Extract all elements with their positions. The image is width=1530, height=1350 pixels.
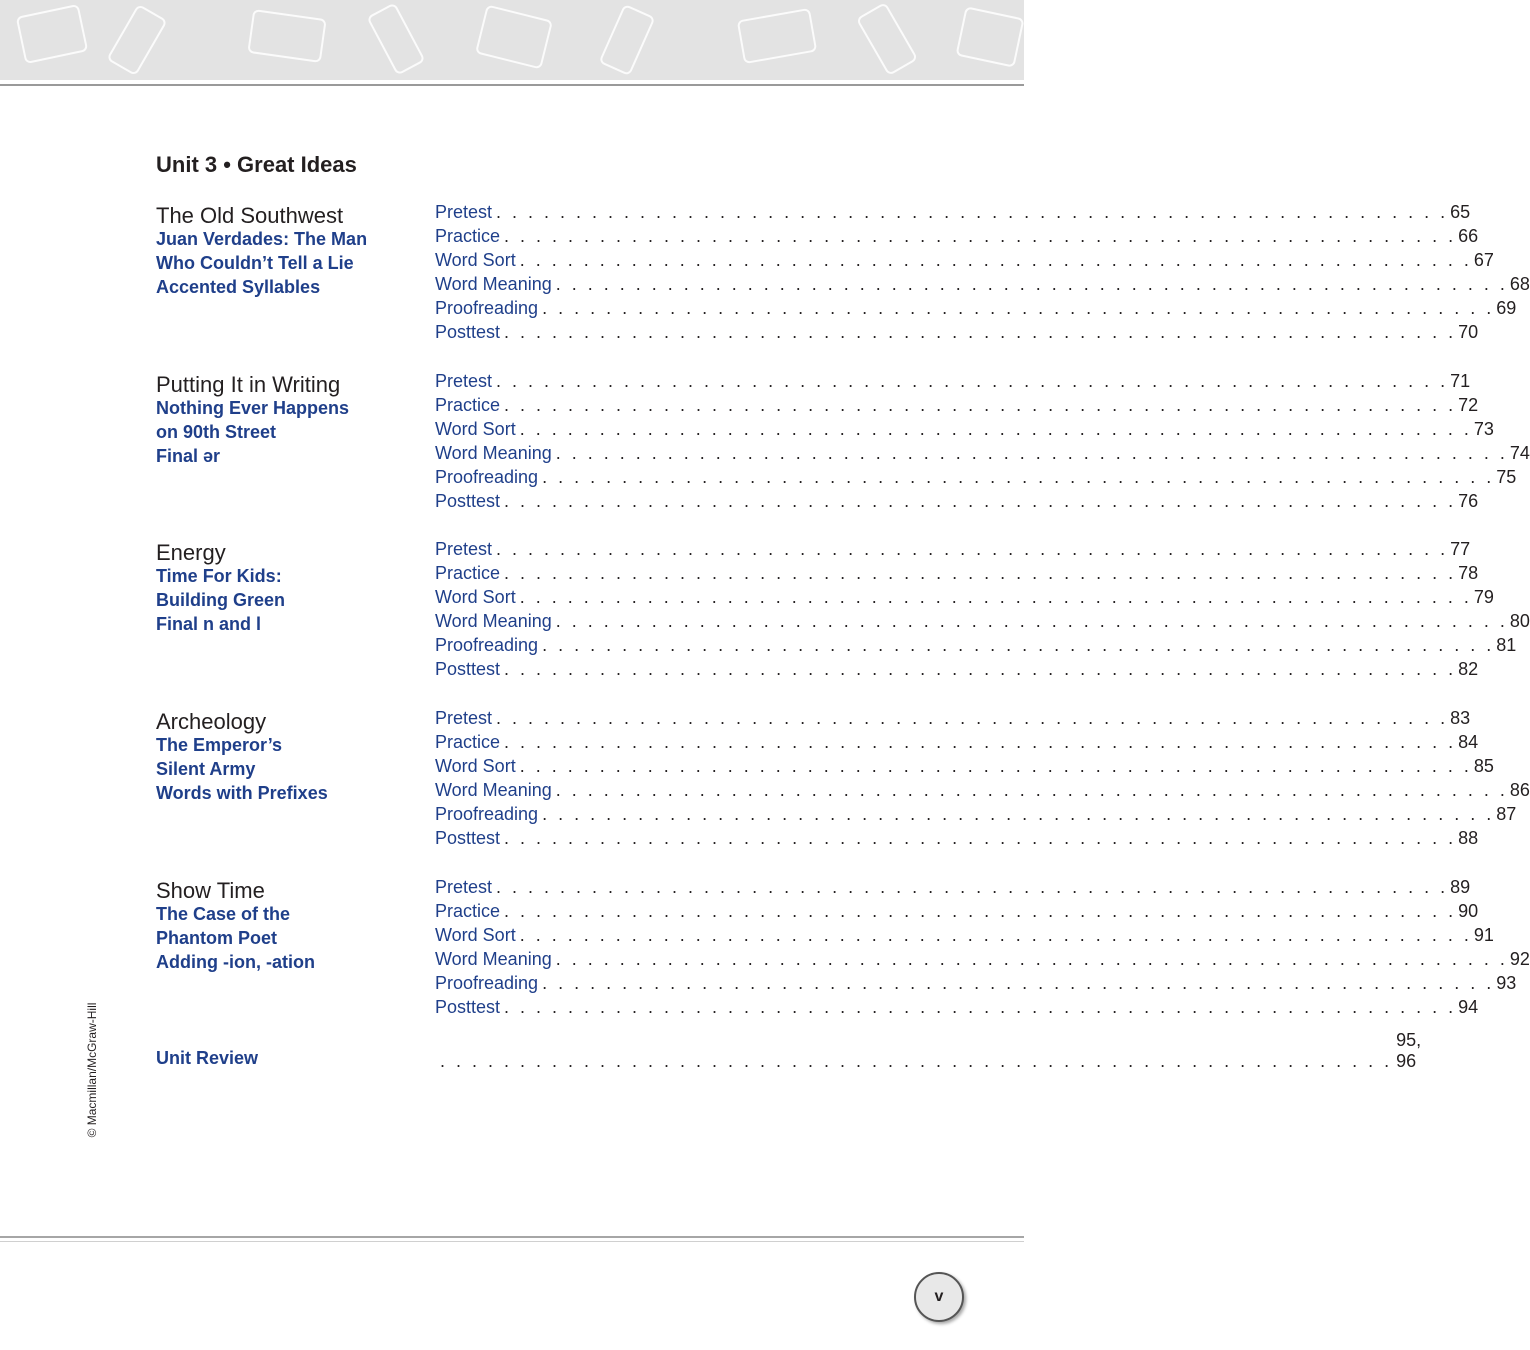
entry-label: Proofreading	[435, 635, 539, 655]
entry-page-number: 71	[1450, 371, 1471, 391]
toc-entry[interactable]	[435, 705, 1471, 729]
leader-dots: . . . . . . . . . . . . . . . . . . . . . . . . . . . . . . . . . . . . . . . . . . . . . . . . . . . . . . . . . . . .	[504, 395, 1457, 415]
leader-dots: . . . . . . . . . . . . . . . . . . . . . . . . . . . . . . . . . . . . . . . . . . . . . . . . . . . . . . . . . . . .	[542, 467, 1495, 487]
book-doodle-icon	[247, 9, 326, 63]
entry-page-number: 83	[1450, 708, 1471, 728]
leader-dots: . . . . . . . . . . . . . . . . . . . . . . . . . . . . . . . . . . . . . . . . . . . . . . . . . . . . . . . . . . . .	[504, 828, 1457, 848]
leader-dots: . . . . . . . . . . . . . . . . . . . . . . . . . . . . . . . . . . . . . . . . . . . . . . . . . . . . . . . . . . . .	[519, 756, 1472, 776]
toc-entry[interactable]	[435, 223, 1479, 247]
entry-label: Word Meaning	[435, 949, 552, 969]
entry-label: Pretest	[435, 202, 493, 222]
toc-entry[interactable]	[435, 874, 1471, 898]
toc-entry[interactable]	[435, 922, 1494, 946]
unit-heading: Unit 3 • Great Ideas	[156, 152, 357, 177]
entry-label: Pretest	[435, 371, 493, 391]
entry-label: Practice	[435, 395, 501, 415]
toc-entry[interactable]	[435, 994, 1479, 1018]
leader-dots: . . . . . . . . . . . . . . . . . . . . . . . . . . . . . . . . . . . . . . . . . . . . . . . . . . . . . . . . . . . .	[542, 635, 1495, 655]
selection-subtitle: Juan Verdades: The Man	[156, 229, 368, 249]
section-title: Energy	[156, 540, 226, 565]
entry-label: Pretest	[435, 877, 493, 897]
book-doodle-icon	[737, 8, 818, 64]
toc-entry[interactable]	[435, 656, 1479, 680]
entry-page-number: 87	[1496, 804, 1517, 824]
toc-entry[interactable]	[435, 319, 1479, 343]
toc-entry[interactable]	[435, 970, 1517, 994]
entry-label: Practice	[435, 226, 501, 246]
entry-label: Proofreading	[435, 804, 539, 824]
entry-page-number: 84	[1458, 732, 1479, 752]
toc-entry[interactable]	[435, 753, 1494, 777]
entry-label: Word Sort	[435, 925, 516, 945]
entry-label: Proofreading	[435, 298, 539, 318]
section-title: Show Time	[156, 878, 265, 903]
entry-label: Word Meaning	[435, 274, 552, 294]
selection-subtitle: Adding -ion, -ation	[156, 952, 315, 972]
notebook-doodle-icon	[16, 4, 89, 64]
leader-dots: . . . . . . . . . . . . . . . . . . . . . . . . . . . . . . . . . . . . . . . . . . . . . . . . . . . . . . . . . . . .	[504, 491, 1457, 511]
leader-dots: . . . . . . . . . . . . . . . . . . . . . . . . . . . . . . . . . . . . . . . . . . . . . . . . . . . . . . . . . . . .	[504, 659, 1457, 679]
leader-dots: . . . . . . . . . . . . . . . . . . . . . . . . . . . . . . . . . . . . . . . . . . . . . . . . . . . . . . . . . . . .	[519, 925, 1472, 945]
entry-page-number: 88	[1458, 828, 1479, 848]
leader-dots: . . . . . . . . . . . . . . . . . . . . . . . . . . . . . . . . . . . . . . . . . . . . . . . . . . . . . . . . . . . .	[519, 419, 1472, 439]
toc-entry[interactable]	[435, 199, 1471, 223]
selection-subtitle: Building Green	[156, 590, 286, 610]
unit-review-page: 95, 96	[1396, 1030, 1422, 1071]
entry-label: Pretest	[435, 708, 493, 728]
banner-divider	[0, 84, 1024, 86]
toc-entry[interactable]	[435, 632, 1517, 656]
selection-subtitle: Nothing Ever Happens	[156, 398, 350, 418]
toc-entry[interactable]	[435, 464, 1517, 488]
entry-page-number: 66	[1458, 226, 1479, 246]
entry-page-number: 74	[1509, 443, 1530, 463]
leader-dots: . . . . . . . . . . . . . . . . . . . . . . . . . . . . . . . . . . . . . . . . . . . . . . . . . . . . . . . . . . . .	[496, 539, 1449, 559]
toc-entry[interactable]	[435, 946, 1530, 970]
leader-dots: . . . . . . . . . . . . . . . . . . . . . . . . . . . . . . . . . . . . . . . . . . . . . . . . . . . . . . . . . . . .	[555, 443, 1508, 463]
leader-dots: . . . . . . . . . . . . . . . . . . . . . . . . . . . . . . . . . . . . . . . . . . . . . . . . . . . . . . . . . . . .	[504, 732, 1457, 752]
selection-subtitle: Phantom Poet	[156, 928, 278, 948]
leader-dots: . . . . . . . . . . . . . . . . . . . . . . . . . . . . . . . . . . . . . . . . . . . . . . . . . . . . . . . . . . . .	[504, 997, 1457, 1017]
entry-page-number: 91	[1473, 925, 1494, 945]
entry-label: Word Meaning	[435, 780, 552, 800]
entry-page-number: 82	[1458, 659, 1479, 679]
copyright-notice: © Macmillan/McGraw-Hill	[85, 1002, 99, 1138]
toc-entry[interactable]	[435, 295, 1517, 319]
selection-subtitle: Accented Syllables	[156, 277, 321, 297]
decorative-banner	[0, 0, 1024, 80]
bottom-divider	[0, 1236, 1024, 1238]
selection-subtitle: Words with Prefixes	[156, 783, 328, 803]
toc-entry[interactable]	[435, 392, 1479, 416]
toc-entry[interactable]	[435, 271, 1530, 295]
entry-label: Word Sort	[435, 250, 516, 270]
selection-subtitle: Who Couldn’t Tell a Lie	[156, 253, 354, 273]
leader-dots: . . . . . . . . . . . . . . . . . . . . . . . . . . . . . . . . . . . . . . . . . . . . . . . . . . . . . . . . . . . .	[496, 202, 1449, 222]
toc-entry[interactable]	[435, 898, 1479, 922]
leader-dots: . . . . . . . . . . . . . . . . . . . . . . . . . . . . . . . . . . . . . . . . . . . . . . . . . . . . . . . . . . . .	[504, 563, 1457, 583]
entry-label: Practice	[435, 901, 501, 921]
entry-page-number: 72	[1458, 395, 1479, 415]
section-title: Putting It in Writing	[156, 372, 341, 397]
selection-subtitle: The Emperor’s	[156, 735, 283, 755]
leader-dots: . . . . . . . . . . . . . . . . . . . . . . . . . . . . . . . . . . . . . . . . . . . . . . . . . . . . . . . . . . . .	[504, 901, 1457, 921]
leader-dots: . . . . . . . . . . . . . . . . . . . . . . . . . . . . . . . . . . . . . . . . . . . . . . . . . . . . . . . . . . . .	[555, 274, 1508, 294]
toc-entry[interactable]	[435, 368, 1471, 392]
entry-label: Proofreading	[435, 467, 539, 487]
toc-entry[interactable]	[435, 440, 1530, 464]
entry-label: Practice	[435, 732, 501, 752]
leader-dots: . . . . . . . . . . . . . . . . . . . . . . . . . . . . . . . . . . . . . . . . . . . . . . . . . . . . . . . . . . . .	[504, 226, 1457, 246]
entry-label: Word Sort	[435, 587, 516, 607]
bottom-divider-thin	[0, 1241, 1024, 1242]
leader-dots: . . . . . . . . . . . . . . . . . . . . . . . . . . . . . . . . . . . . . . . . . . . . . . . . . . . . . . . . . . . .	[440, 1051, 1393, 1071]
entry-page-number: 70	[1458, 322, 1479, 342]
notebook-doodle-icon	[475, 5, 553, 70]
entry-page-number: 81	[1496, 635, 1517, 655]
pencil-doodle-icon	[106, 4, 167, 76]
entry-page-number: 68	[1509, 274, 1530, 294]
selection-subtitle: Final n and l	[156, 614, 262, 634]
entry-label: Word Sort	[435, 756, 516, 776]
section-title: Archeology	[156, 709, 267, 734]
entry-page-number: 77	[1450, 539, 1471, 559]
toc-entry[interactable]	[435, 801, 1517, 825]
leader-dots: . . . . . . . . . . . . . . . . . . . . . . . . . . . . . . . . . . . . . . . . . . . . . . . . . . . . . . . . . . . .	[555, 611, 1508, 631]
toc-entry[interactable]	[435, 608, 1530, 632]
entry-label: Proofreading	[435, 973, 539, 993]
entry-page-number: 85	[1473, 756, 1494, 776]
entry-label: Word Sort	[435, 419, 516, 439]
entry-page-number: 93	[1496, 973, 1517, 993]
entry-page-number: 78	[1458, 563, 1479, 583]
entry-page-number: 67	[1473, 250, 1494, 270]
leader-dots: . . . . . . . . . . . . . . . . . . . . . . . . . . . . . . . . . . . . . . . . . . . . . . . . . . . . . . . . . . . .	[496, 371, 1449, 391]
entry-label: Pretest	[435, 539, 493, 559]
pencil-doodle-icon	[366, 2, 425, 75]
leader-dots: . . . . . . . . . . . . . . . . . . . . . . . . . . . . . . . . . . . . . . . . . . . . . . . . . . . . . . . . . . . .	[519, 587, 1472, 607]
selection-subtitle: on 90th Street	[156, 422, 277, 442]
toc-entry[interactable]	[435, 825, 1479, 849]
entry-page-number: 89	[1450, 877, 1471, 897]
entry-page-number: 90	[1458, 901, 1479, 921]
leader-dots: . . . . . . . . . . . . . . . . . . . . . . . . . . . . . . . . . . . . . . . . . . . . . . . . . . . . . . . . . . . .	[555, 949, 1508, 969]
leader-dots: . . . . . . . . . . . . . . . . . . . . . . . . . . . . . . . . . . . . . . . . . . . . . . . . . . . . . . . . . . . .	[496, 708, 1449, 728]
page-number-badge: v	[914, 1272, 964, 1322]
entry-label: Posttest	[435, 322, 501, 342]
entry-page-number: 75	[1496, 467, 1517, 487]
entry-label: Posttest	[435, 828, 501, 848]
unit-review-entry[interactable]	[440, 1030, 1422, 1072]
leader-dots: . . . . . . . . . . . . . . . . . . . . . . . . . . . . . . . . . . . . . . . . . . . . . . . . . . . . . . . . . . . .	[504, 322, 1457, 342]
unit-review-label: Unit Review	[156, 1048, 259, 1068]
selection-subtitle: Final ər	[156, 446, 221, 466]
leader-dots: . . . . . . . . . . . . . . . . . . . . . . . . . . . . . . . . . . . . . . . . . . . . . . . . . . . . . . . . . . . .	[542, 804, 1495, 824]
entry-page-number: 76	[1458, 491, 1479, 511]
leader-dots: . . . . . . . . . . . . . . . . . . . . . . . . . . . . . . . . . . . . . . . . . . . . . . . . . . . . . . . . . . . .	[496, 877, 1449, 897]
leader-dots: . . . . . . . . . . . . . . . . . . . . . . . . . . . . . . . . . . . . . . . . . . . . . . . . . . . . . . . . . . . .	[519, 250, 1472, 270]
leader-dots: . . . . . . . . . . . . . . . . . . . . . . . . . . . . . . . . . . . . . . . . . . . . . . . . . . . . . . . . . . . .	[555, 780, 1508, 800]
leader-dots: . . . . . . . . . . . . . . . . . . . . . . . . . . . . . . . . . . . . . . . . . . . . . . . . . . . . . . . . . . . .	[542, 298, 1495, 318]
leader-dots: . . . . . . . . . . . . . . . . . . . . . . . . . . . . . . . . . . . . . . . . . . . . . . . . . . . . . . . . . . . .	[542, 973, 1495, 993]
toc-entry[interactable]	[435, 247, 1494, 271]
entry-page-number: 92	[1509, 949, 1530, 969]
toc-entry[interactable]	[435, 536, 1471, 560]
entry-label: Practice	[435, 563, 501, 583]
entry-label: Posttest	[435, 997, 501, 1017]
entry-page-number: 80	[1509, 611, 1530, 631]
entry-label: Word Meaning	[435, 611, 552, 631]
pencil-doodle-icon	[598, 4, 655, 76]
entry-page-number: 94	[1458, 997, 1479, 1017]
toc-entry[interactable]	[435, 560, 1479, 584]
toc-entry[interactable]	[435, 777, 1530, 801]
entry-label: Word Meaning	[435, 443, 552, 463]
entry-label: Posttest	[435, 659, 501, 679]
selection-subtitle: The Case of the	[156, 904, 291, 924]
entry-page-number: 65	[1450, 202, 1471, 222]
selection-subtitle: Silent Army	[156, 759, 256, 779]
pencil-doodle-icon	[856, 2, 918, 76]
selection-subtitle: Time For Kids:	[156, 566, 282, 586]
toc-entry[interactable]	[435, 488, 1479, 512]
toc-entry[interactable]	[435, 584, 1494, 608]
entry-label: Posttest	[435, 491, 501, 511]
section-title: The Old Southwest	[156, 203, 344, 228]
entry-page-number: 79	[1473, 587, 1494, 607]
entry-page-number: 69	[1496, 298, 1517, 318]
notebook-doodle-icon	[955, 6, 1024, 67]
entry-page-number: 73	[1473, 419, 1494, 439]
entry-page-number: 86	[1509, 780, 1530, 800]
toc-entry[interactable]	[435, 729, 1479, 753]
toc-entry[interactable]	[435, 416, 1494, 440]
